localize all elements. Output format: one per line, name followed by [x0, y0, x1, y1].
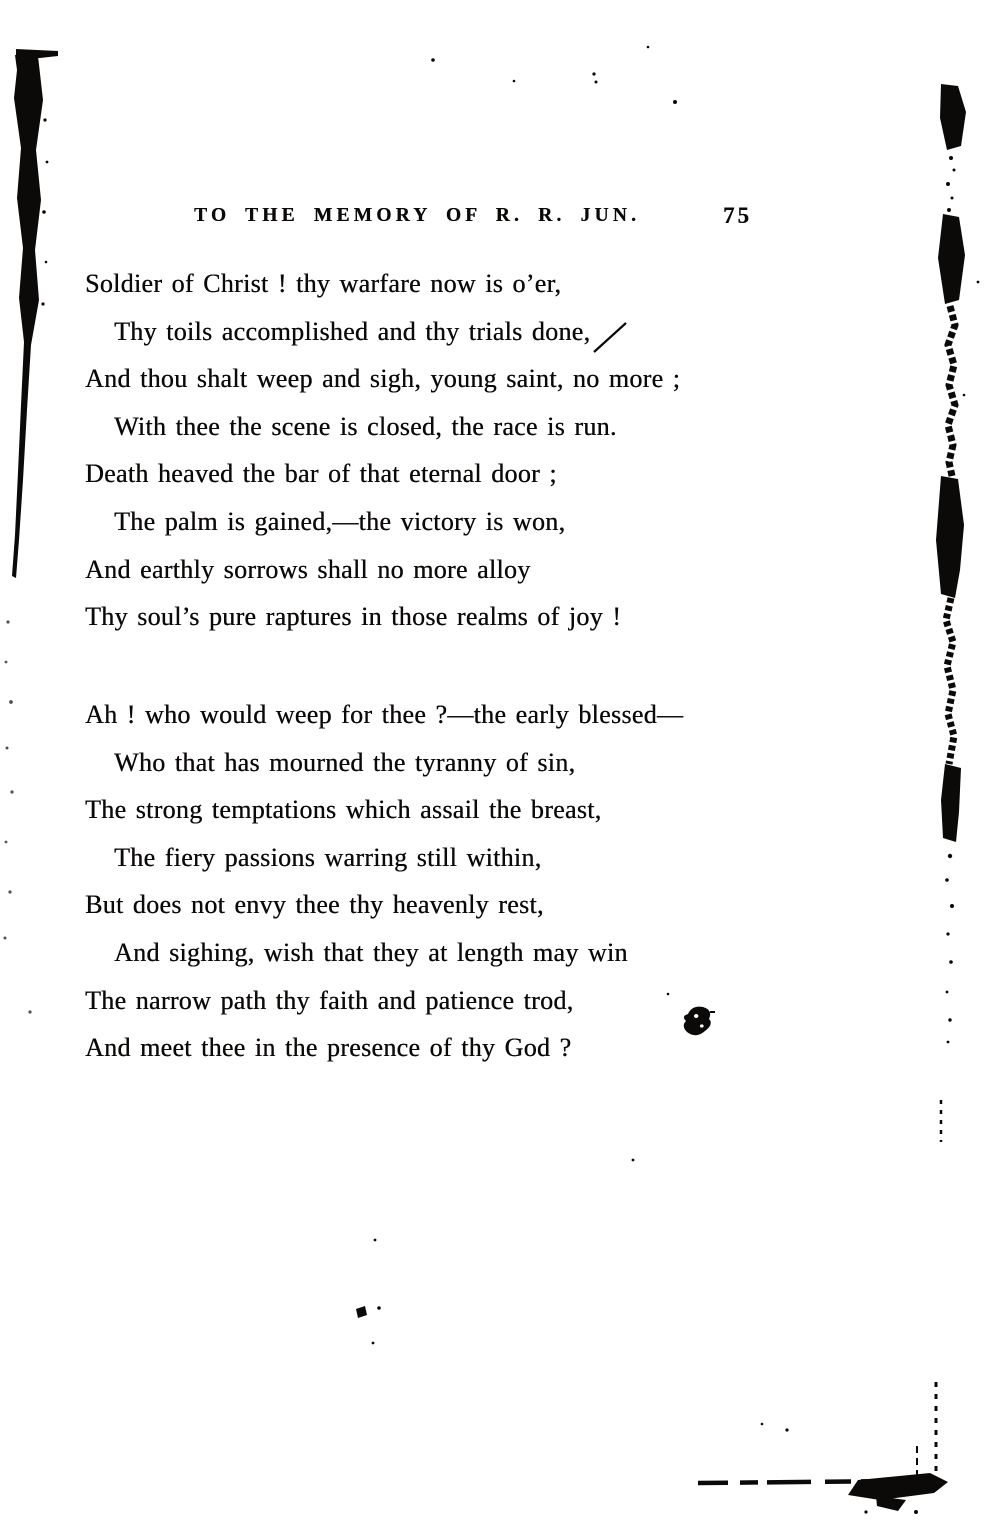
poem-line: Death heaved the bar of that eternal door ; — [85, 459, 557, 489]
poem-line: And sighing, wish that they at length may win — [114, 937, 628, 967]
poem-line: Thy soul’s pure raptures in those realms of joy ! — [85, 602, 622, 632]
poem-stanza-1 — [85, 260, 875, 641]
header-title: TO THE MEMORY OF R. R. JUN. — [194, 205, 641, 226]
scan-artifact-right-edge — [936, 84, 979, 1142]
poem-line: And meet thee in the presence of thy God ? — [85, 1033, 572, 1063]
poem-line: Who that has mourned the tyranny of sin, — [114, 747, 576, 777]
poem-line: The narrow path thy faith and patience trod, — [85, 985, 574, 1015]
poem-line: With thee the scene is closed, the race is run. — [114, 411, 617, 441]
poem-line: And thou shalt weep and sigh, young saint, no more ; — [85, 364, 681, 394]
poem-line: Ah ! who would weep for thee ?—the early blessed— — [85, 700, 684, 729]
poem-line: The fiery passions warring still within, — [114, 842, 542, 872]
poem-stanza-2 — [85, 691, 875, 1072]
running-header — [0, 205, 1000, 237]
page-number: 75 — [723, 203, 752, 228]
scan-artifact-bottom-right-smudge — [698, 1382, 948, 1514]
poem-line: But does not envy thee thy heavenly rest, — [85, 890, 544, 920]
poem-line: The strong temptations which assail the breast, — [85, 795, 602, 825]
poem-line: The palm is gained,—the victory is won, — [114, 506, 566, 536]
poem-line: Thy toils accomplished and thy trials done, — [114, 316, 591, 346]
poem-line: And earthly sorrows shall no more alloy — [85, 554, 531, 584]
poem-line: Soldier of Christ ! thy warfare now is o’er, — [85, 269, 562, 298]
scan-artifact-left-binding-streak — [4, 49, 59, 1014]
